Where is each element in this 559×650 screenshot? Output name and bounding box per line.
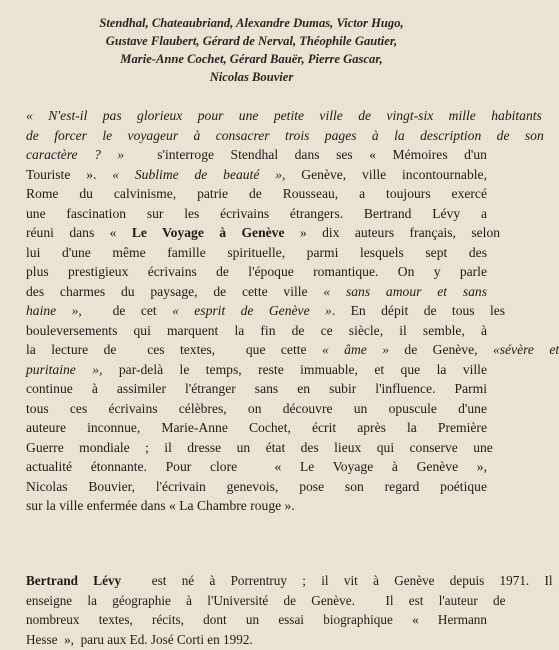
text-run: réuni dans « — [26, 225, 132, 240]
text-run: la lecture de ces textes, que cette — [26, 342, 322, 357]
body_lines-line — [26, 145, 487, 165]
body_lines-line — [26, 184, 487, 204]
author-line: Marie-Anne Cochet, Gérard Bauër, Pierre Gascar, — [120, 52, 383, 66]
body_lines-line — [26, 301, 506, 321]
body_lines-line — [26, 438, 493, 458]
text-run: « Sublime de beauté » — [112, 166, 283, 182]
text-run: de Genève, — [389, 342, 493, 357]
body_lines-line — [26, 204, 487, 224]
text-run: une fascination sur les écrivains étrangers. Bertrand Lévy a — [26, 205, 487, 221]
text-run: Hesse », paru aux Ed. José Corti en 1992. — [26, 631, 253, 647]
author-line: Nicolas Bouvier — [209, 70, 294, 84]
text-run: plus prestigieux écrivains de l'époque romantique. On y parle — [26, 264, 487, 279]
text-run: auteure inconnue, Marie-Anne Cochet, écrit après la Première — [26, 420, 487, 435]
text-run: de forcer le voyageur à consacrer trois pages à la description de son — [26, 127, 544, 143]
bio_lines-line — [26, 630, 487, 650]
body_lines-line — [26, 321, 487, 341]
text-run: s'interroge Stendhal dans ses « Mémoires d'un — [124, 147, 487, 162]
body_lines-line — [26, 165, 487, 185]
body_lines-line — [26, 457, 487, 477]
text-run: actualité étonnante. Pour clore « Le Voyage à Genève », — [26, 459, 487, 474]
text-run: , de cet — [78, 303, 173, 318]
text-run: « sans amour et sans — [323, 283, 487, 299]
author-list — [0, 14, 503, 86]
text-run: bouleversements qui marquent la fin de ce siècle, il semble, à — [26, 322, 487, 338]
text-run: des charmes du paysage, de cette ville — [26, 283, 324, 299]
text-run: enseigne la géographie à l'Université de Genève. Il est l'auteur de — [26, 592, 506, 608]
text-run: est né à Porrentruy ; il vit à Genève depuis 1971. Il — [121, 573, 553, 588]
body_lines-line — [26, 126, 544, 146]
text-run: , par-delà le temps, reste immuable, et que la ville — [99, 361, 487, 377]
text-run: . En dépit de tous les — [331, 303, 506, 318]
text-run: tous ces écrivains célèbres, on découvre un opuscule d'une — [26, 400, 487, 416]
body_lines-line — [26, 399, 487, 419]
body_lines-line — [26, 496, 487, 516]
author-biography — [26, 571, 553, 649]
text-run: lui d'une même famille spirituelle, parmi lesquels sept des — [26, 244, 487, 260]
bio_lines-line — [26, 591, 506, 611]
text-run: Nicolas Bouvier, l'écrivain genevois, pose son regard poétique — [26, 478, 487, 494]
text-run: « N'est-il pas glorieux pour une petite ville de vingt-six mille habitants — [26, 108, 542, 123]
body_lines-line — [26, 340, 559, 360]
body_lines-line — [26, 360, 487, 380]
bio_lines-line — [26, 610, 487, 630]
text-run: «sévère et — [492, 342, 559, 357]
text-run: » dix auteurs français, selon — [284, 225, 501, 240]
body_lines-line — [26, 262, 487, 282]
text-run: , Genève, ville incontournable, — [282, 166, 487, 182]
text-run: caractère ? » — [26, 147, 125, 162]
text-run: sur la ville enfermée dans « La Chambre rouge ». — [26, 498, 295, 513]
body_lines-line — [26, 418, 487, 438]
text-run: « esprit de Genève » — [172, 303, 332, 318]
body_lines-line — [26, 379, 487, 399]
body_lines-line — [26, 282, 487, 302]
text-run: haine » — [26, 303, 79, 318]
text-run: Guerre mondiale ; il dresse un état des lieux qui conserve une — [26, 439, 493, 455]
text-run: « âme » — [321, 342, 389, 357]
text-run: continue à assimiler l'étranger sans en subir l'influence. Parmi — [26, 381, 487, 396]
author-line: Gustave Flaubert, Gérard de Nerval, Théophile Gautier, — [105, 34, 398, 48]
text-run: Le Voyage à Genève — [131, 225, 285, 240]
text-run: nombreux textes, récits, dont un essai biographique « Hermann — [26, 612, 487, 627]
body_lines-line — [26, 243, 487, 263]
body_lines-line — [26, 223, 501, 243]
body_lines-line — [26, 106, 542, 126]
description-paragraph — [26, 106, 559, 516]
bio_lines-line — [26, 571, 553, 591]
text-run: Touriste ». — [26, 166, 113, 182]
text-run: Bertrand Lévy — [26, 573, 122, 588]
text-run: Rome du calvinisme, patrie de Rousseau, a toujours exercé — [26, 186, 487, 201]
body_lines-line — [26, 477, 487, 497]
text-run: puritaine » — [26, 361, 100, 377]
author-line: Stendhal, Chateaubriand, Alexandre Dumas, Victor Hugo, — [99, 16, 404, 30]
